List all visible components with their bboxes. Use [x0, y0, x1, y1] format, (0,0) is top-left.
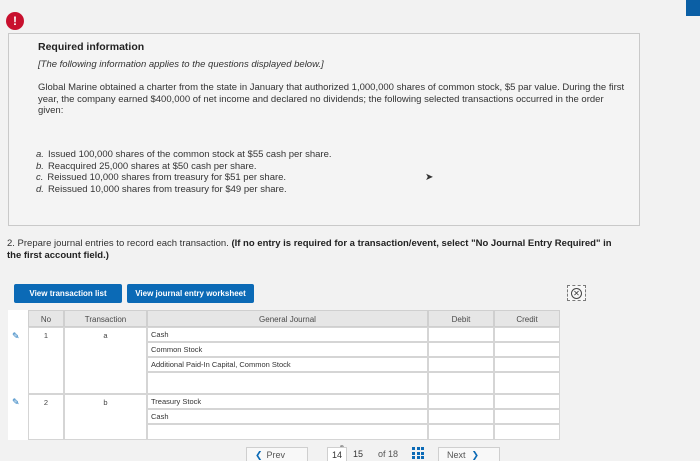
account-field[interactable] [147, 372, 428, 394]
info-note: [The following information applies to the questions displayed below.] [38, 59, 324, 70]
prev-button[interactable]: ❮ Prev [246, 447, 308, 461]
account-field[interactable]: Common Stock [147, 342, 428, 357]
credit-field[interactable] [494, 357, 560, 372]
edit-icon[interactable]: ✎ [12, 331, 20, 341]
credit-field[interactable] [494, 342, 560, 357]
info-title: Required information [38, 41, 145, 53]
grid-icon[interactable] [412, 447, 424, 459]
account-field[interactable]: Cash [147, 409, 428, 424]
list-item: c. Reissued 10,000 shares from treasury for $51 per share. [36, 172, 287, 183]
entry-no: 2 [28, 394, 64, 440]
account-field[interactable]: Cash [147, 327, 428, 342]
debit-field[interactable] [428, 342, 494, 357]
chevron-right-icon: ❯ [471, 450, 480, 460]
debit-field[interactable] [428, 327, 494, 342]
header-transaction: Transaction [64, 310, 147, 327]
credit-field[interactable] [494, 409, 560, 424]
account-field[interactable]: Additional Paid-In Capital, Common Stock [147, 357, 428, 372]
account-field[interactable]: Treasury Stock [147, 394, 428, 409]
next-button[interactable]: Next ❯ [438, 447, 500, 461]
header-credit: Credit [494, 310, 560, 327]
alert-icon: ! [6, 12, 24, 30]
header-no: No [28, 310, 64, 327]
header-general-journal: General Journal [147, 310, 428, 327]
list-item: d. Reissued 10,000 shares from treasury for $49 per share. [36, 183, 287, 195]
entry-transaction: b [64, 394, 147, 440]
close-icon: ✕ [571, 288, 582, 299]
header-debit: Debit [428, 310, 494, 327]
question-text: 2. Prepare journal entries to record each transaction. (If no entry is required for a transaction/event, select "No Journal Entry Required" in the first account field.) [7, 238, 612, 261]
entry-no: 1 [28, 327, 64, 394]
info-paragraph: Global Marine obtained a charter from the state in January that authorized 1,000,000 shares of common stock, $5 par value. During the first year, the company earned $400,000 of net income and declared no dividends; the following selected transactions occurred in the order given: [38, 82, 625, 116]
credit-field[interactable] [494, 424, 560, 440]
corner-tab[interactable] [686, 0, 700, 16]
close-button[interactable] [567, 285, 586, 301]
transaction-list [36, 149, 332, 195]
page-next-number[interactable]: 15 [352, 449, 363, 459]
debit-field[interactable] [428, 357, 494, 372]
view-transaction-list-button[interactable]: View transaction list [14, 284, 122, 303]
entry-transaction: a [64, 327, 147, 394]
chevron-left-icon: ❮ [255, 450, 263, 460]
required-information-panel [8, 33, 640, 226]
credit-field[interactable] [494, 394, 560, 409]
debit-field[interactable] [428, 394, 494, 409]
debit-field[interactable] [428, 409, 494, 424]
list-item: b. Reacquired 25,000 shares at $50 cash per share. [36, 160, 257, 172]
page-total: of 18 [378, 449, 399, 459]
journal-table [8, 310, 560, 440]
view-journal-worksheet-button[interactable]: View journal entry worksheet [127, 284, 254, 303]
credit-field[interactable] [494, 372, 560, 394]
mouse-cursor-icon: ➤ [425, 172, 434, 183]
credit-field[interactable] [494, 327, 560, 342]
list-item: a. Issued 100,000 shares of the common stock at $55 cash per share. [36, 149, 332, 160]
account-field[interactable] [147, 424, 428, 440]
debit-field[interactable] [428, 372, 494, 394]
edit-icon[interactable]: ✎ [12, 397, 20, 407]
debit-field[interactable] [428, 424, 494, 440]
page-current[interactable]: 14 [327, 447, 347, 461]
